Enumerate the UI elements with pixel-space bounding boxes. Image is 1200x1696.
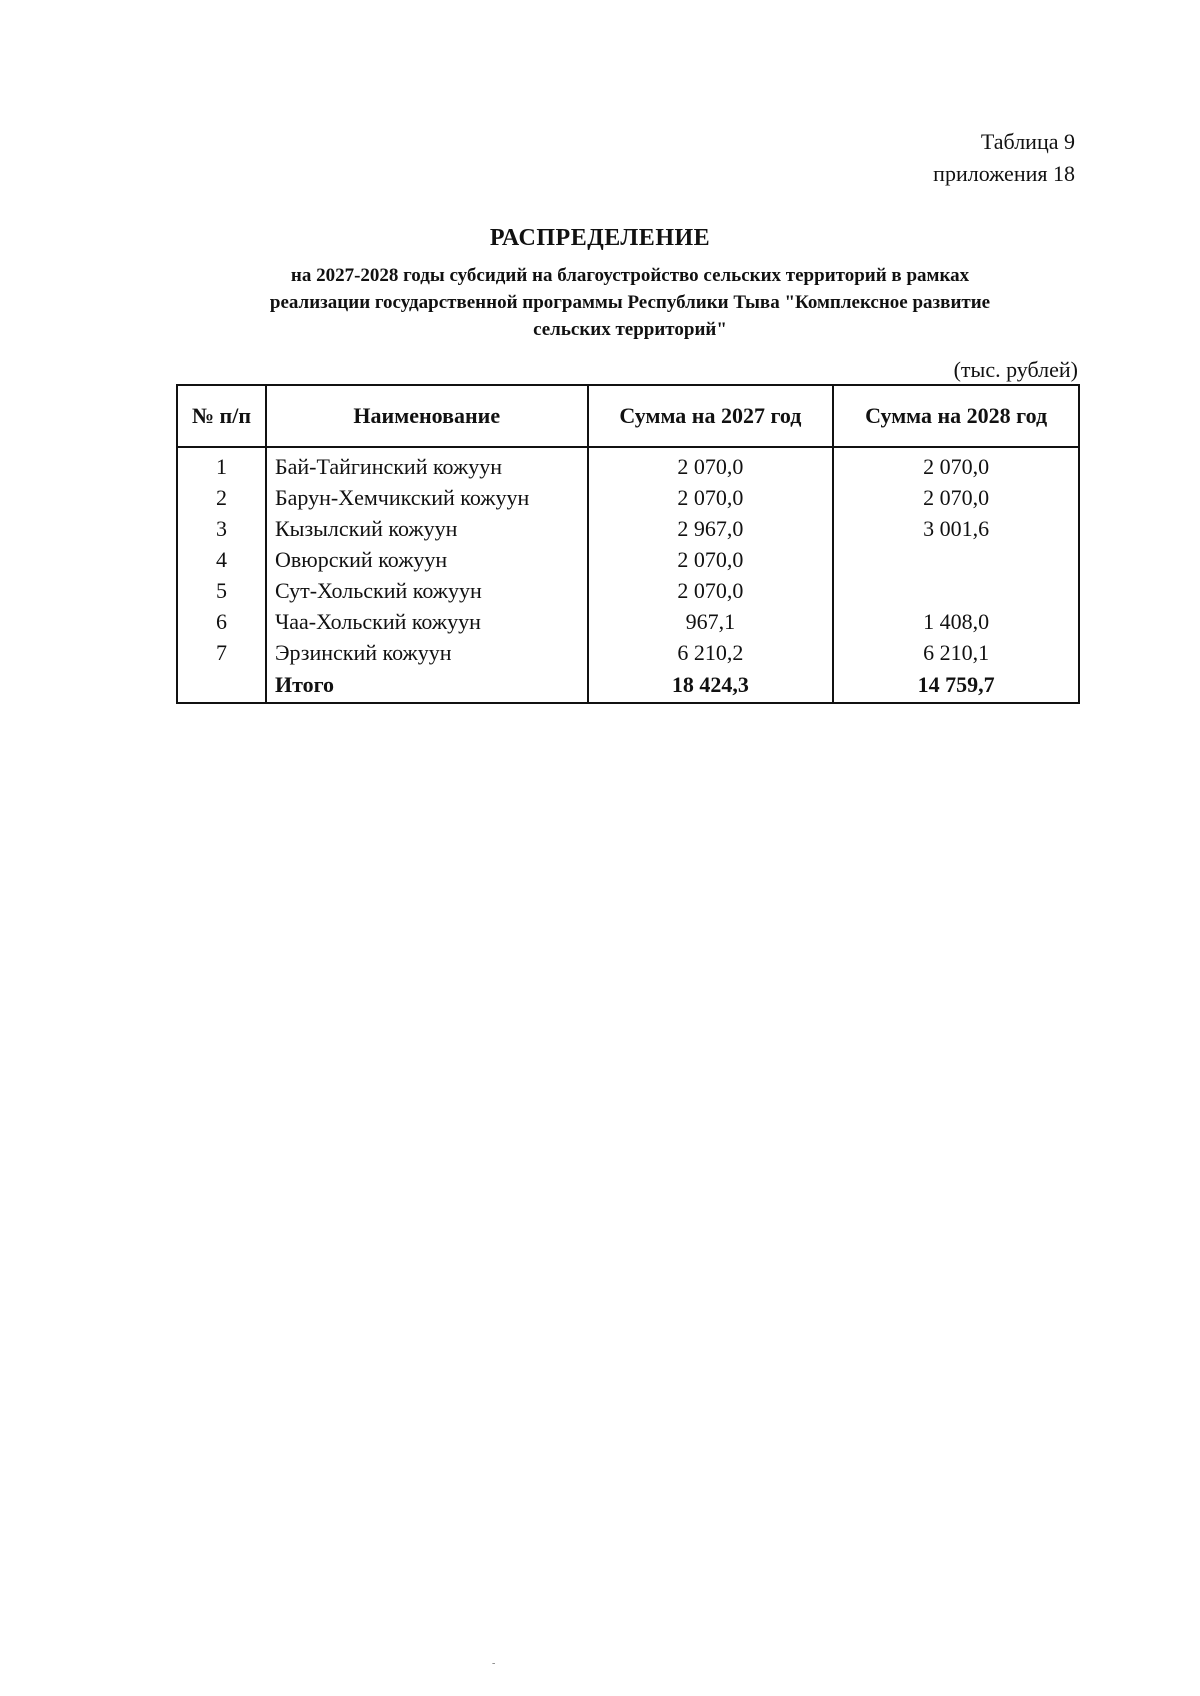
row-name: Чаа-Хольский кожуун xyxy=(266,606,588,637)
row-sum-2027: 2 070,0 xyxy=(588,544,834,575)
total-sum-2027: 18 424,3 xyxy=(588,668,834,703)
row-number: 2 xyxy=(177,482,266,513)
page-footer-mark: - xyxy=(492,1658,496,1669)
units-note: (тыс. рублей) xyxy=(953,357,1078,382)
table-row xyxy=(177,544,1079,575)
distribution-table xyxy=(176,384,1080,704)
row-sum-2028 xyxy=(833,575,1079,606)
total-row xyxy=(177,668,1079,703)
row-name: Сут-Хольский кожуун xyxy=(266,575,588,606)
row-sum-2027: 2 070,0 xyxy=(588,447,834,482)
table-row xyxy=(177,575,1079,606)
row-sum-2027: 967,1 xyxy=(588,606,834,637)
table-row xyxy=(177,513,1079,544)
row-number: 1 xyxy=(177,447,266,482)
document-subtitle xyxy=(180,262,1080,343)
appendix-label: приложения 18 xyxy=(933,161,1075,186)
table-row xyxy=(177,606,1079,637)
row-number: 3 xyxy=(177,513,266,544)
row-sum-2028: 3 001,6 xyxy=(833,513,1079,544)
table-row xyxy=(177,447,1079,482)
header-sum-2028: Сумма на 2028 год xyxy=(833,385,1079,447)
row-name: Бай-Тайгинский кожуун xyxy=(266,447,588,482)
row-sum-2027: 6 210,2 xyxy=(588,637,834,668)
row-sum-2027: 2 070,0 xyxy=(588,482,834,513)
row-number: 4 xyxy=(177,544,266,575)
total-sum-2028: 14 759,7 xyxy=(833,668,1079,703)
total-label: Итого xyxy=(266,668,588,703)
row-name: Эрзинский кожуун xyxy=(266,637,588,668)
row-sum-2028: 1 408,0 xyxy=(833,606,1079,637)
row-sum-2028: 6 210,1 xyxy=(833,637,1079,668)
row-name: Кызылский кожуун xyxy=(266,513,588,544)
row-name: Овюрский кожуун xyxy=(266,544,588,575)
row-sum-2028: 2 070,0 xyxy=(833,482,1079,513)
row-number: 5 xyxy=(177,575,266,606)
document-title: РАСПРЕДЕЛЕНИЕ xyxy=(489,225,711,251)
row-number: 6 xyxy=(177,606,266,637)
document-reference xyxy=(933,126,1075,190)
row-sum-2028 xyxy=(833,544,1079,575)
row-sum-2027: 2 070,0 xyxy=(588,575,834,606)
subtitle-line-2: реализации государственной программы Республики Тыва "Комплексное развитие xyxy=(269,292,991,313)
subtitle-line-3: сельских территорий" xyxy=(533,319,727,340)
table-number-label: Таблица 9 xyxy=(980,129,1075,154)
row-sum-2027: 2 967,0 xyxy=(588,513,834,544)
header-number: № п/п xyxy=(177,385,266,447)
table-row xyxy=(177,637,1079,668)
row-sum-2028: 2 070,0 xyxy=(833,447,1079,482)
header-sum-2027: Сумма на 2027 год xyxy=(588,385,834,447)
row-number: 7 xyxy=(177,637,266,668)
total-number xyxy=(177,668,266,703)
header-name: Наименование xyxy=(266,385,588,447)
row-name: Барун-Хемчикский кожуун xyxy=(266,482,588,513)
table-row xyxy=(177,482,1079,513)
table-header-row xyxy=(177,385,1079,447)
subtitle-line-1: на 2027-2028 годы субсидий на благоустройство сельских территорий в рамках xyxy=(290,265,970,286)
